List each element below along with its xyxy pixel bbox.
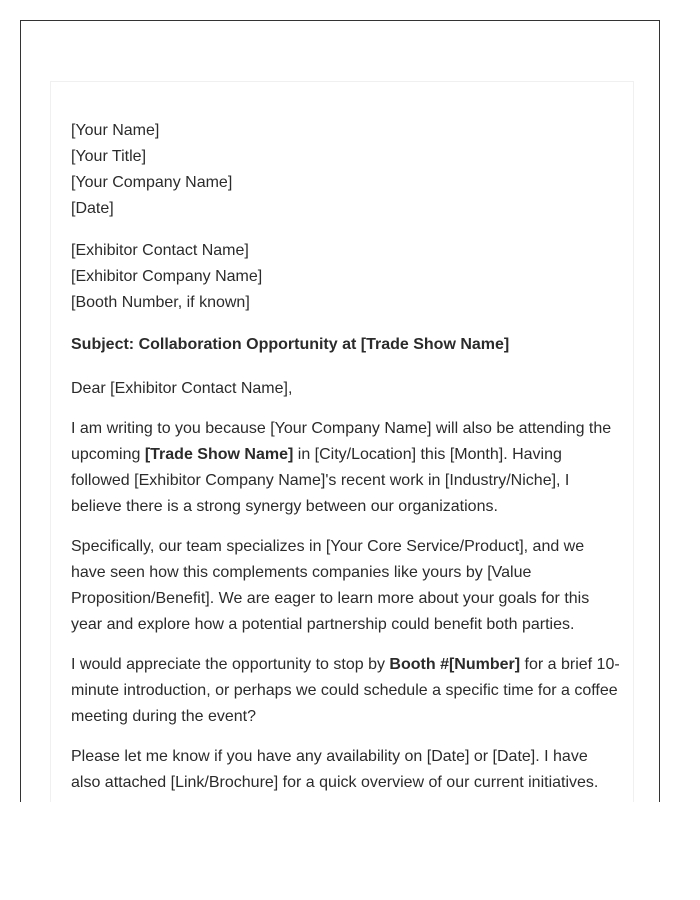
paragraph-meeting-before: I would appreciate the opportunity to stop by: [71, 656, 390, 673]
paragraph-services: Specifically, our team specializes in [Your Core Service/Product], and we have seen how this complements companies like yours by [Value Proposition/Benefit]. We are eager to learn more about your goals for this year and explore how a potential partnership could benefit both parties.: [71, 538, 590, 633]
trade-show-name: [Trade Show Name]: [144, 446, 294, 463]
sender-block: [71, 118, 621, 222]
subject-line: Subject: Collaboration Opportunity at [Trade Show Name]: [71, 336, 510, 353]
recipient-contact: [Exhibitor Contact Name]: [71, 242, 249, 259]
paragraph-meeting: [71, 652, 621, 730]
paragraph-intro-before: I am writing to you because [Your Company Name] will also be attending the upcoming: [71, 420, 612, 463]
letter-content: [71, 118, 621, 802]
sender-company: [Your Company Name]: [71, 174, 233, 191]
recipient-block: [71, 238, 621, 316]
paragraph-availability: Please let me know if you have any availability on [Date] or [Date]. I have also attached [Link/Brochure] for a quick overview of our current initiatives.: [71, 748, 599, 791]
paragraph-meeting-after: for a brief 10-minute introduction, or perhaps we could schedule a specific time for a coffee meeting during the event?: [71, 656, 620, 725]
paragraph-intro-after: in [City/Location] this [Month]. Having followed [Exhibitor Company Name]'s recent work in [Industry/Niche], I believe there is a strong synergy between our organizations.: [71, 446, 570, 515]
paragraph-intro: [71, 416, 621, 520]
document-frame: [20, 20, 660, 802]
sender-name: [Your Name]: [71, 122, 160, 139]
recipient-company: [Exhibitor Company Name]: [71, 268, 263, 285]
booth-number: Booth #[Number]: [389, 656, 521, 673]
letter-sheet: [50, 81, 634, 802]
sender-title: [Your Title]: [71, 148, 147, 165]
letter-date: [Date]: [71, 200, 114, 217]
salutation: Dear [Exhibitor Contact Name],: [71, 380, 293, 397]
recipient-booth: [Booth Number, if known]: [71, 294, 250, 311]
